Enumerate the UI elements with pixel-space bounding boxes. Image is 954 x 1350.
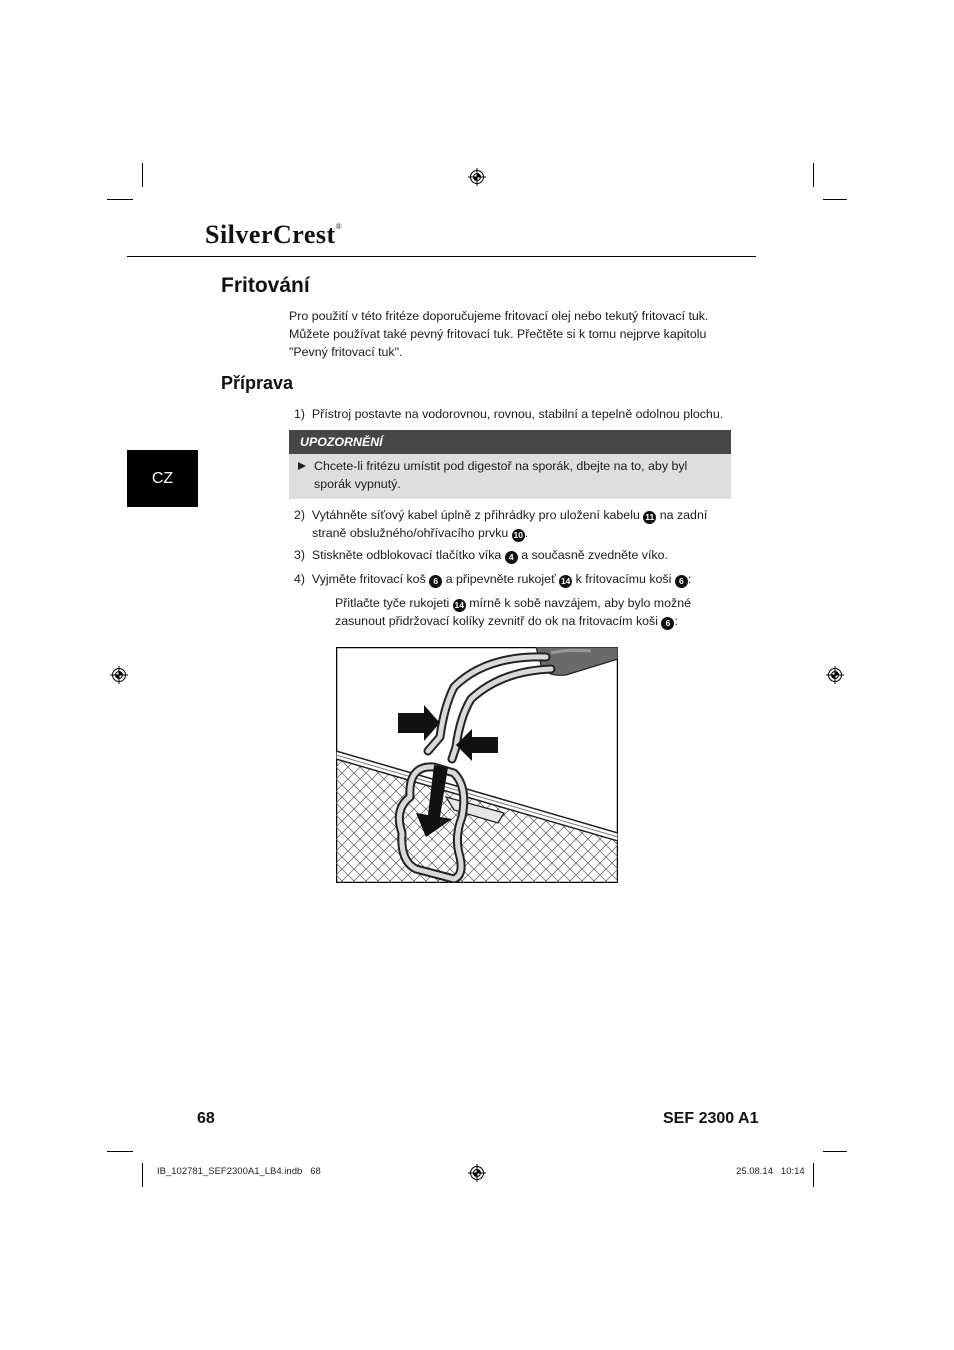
brand-logo: SilverCrest® [205,220,343,249]
crop-mark [107,1151,133,1152]
model-number: SEF 2300 A1 [663,1110,759,1127]
print-slug-date: 25.08.14 10:14 [736,1166,805,1177]
step-1: 1) Přístroj postavte na vodorovnou, rovnou, stabilní a tepelně odolnou plochu. [294,407,724,421]
reference-number-badge: 14 [560,576,571,586]
reference-number-badge: 6 [675,575,688,588]
warning-heading: UPOZORNĚNÍ [289,430,731,454]
handle-attachment-illustration [336,647,618,883]
registration-mark-icon [468,168,486,186]
step-2: 2) Vytáhněte síťový kabel úplně z přihrádky pro uložení kabelu 11 na zadní straně obslužného/ohřívacího prvku 10 . [294,508,708,540]
step-4: 4) Vyjměte fritovací koš 6 a připevněte rukojeť 14 k fritovacímu koši 6 : [294,572,692,586]
reference-number-badge: 4 [505,551,518,564]
crop-mark [813,163,814,187]
crop-mark [107,199,133,200]
step-4-detail: Přitlačte tyče rukojeti 14 mírně k sobě navzájem, aby bylo možné zasunout přidržovací kolíky zevnitř do ok na fritovacím koši 6 : [335,596,691,628]
registration-mark-icon [468,1164,486,1182]
crop-mark [813,1163,814,1187]
reference-number-badge: 10 [513,530,523,540]
language-tab: CZ [127,450,198,507]
reference-number-badge: 11 [645,512,655,522]
crop-mark [823,199,847,200]
step-3: 3) Stiskněte odblokovací tlačítko víka 4 a současně zvedněte víko. [294,548,668,562]
section-title: Fritování [221,274,310,297]
registration-mark-icon [110,666,128,684]
registration-mark-icon [826,666,844,684]
intro-paragraph: Pro použití v této fritéze doporučujeme fritovací olej nebo tekutý fritovací tuk. Můžete používat také pevný fritovací tuk. Přečtěte si k tomu nejprve kapitolu "Pevný fritovací tuk". [289,309,709,359]
warning-text: Chcete-li fritézu umístit pod digestoř na sporák, dbejte na to, aby byl sporák vypnutý. [314,459,688,491]
reference-number-badge: 6 [429,575,442,588]
print-slug-file: IB_102781_SEF2300A1_LB4.indb 68 [157,1166,321,1177]
bullet-arrow-icon [298,462,306,470]
header-rule [127,256,756,257]
warning-body [289,454,731,499]
reference-number-badge: 6 [661,617,674,630]
crop-mark [142,163,143,187]
reference-number-badge: 14 [454,600,464,610]
crop-mark [823,1151,847,1152]
subsection-title: Příprava [221,373,294,393]
page-number: 68 [197,1110,215,1127]
crop-mark [142,1163,143,1187]
